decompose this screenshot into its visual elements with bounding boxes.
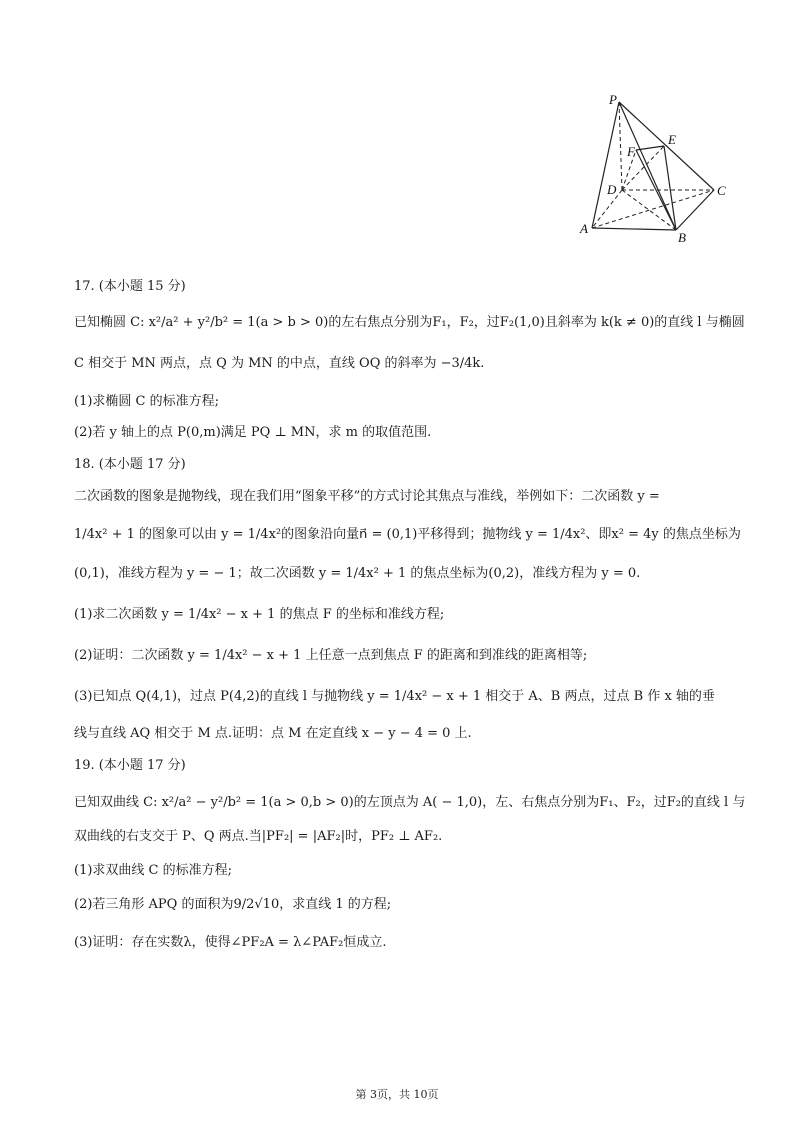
label-B: B <box>678 230 686 242</box>
label-E: E <box>668 132 676 147</box>
q18-part3-line1: (3)已知点 Q(4,1)，过点 P(4,2)的直线 l 与抛物线 y = 1/4x² − x + 1 相交于 A、B 两点，过点 B 作 x 轴的垂 <box>74 689 715 704</box>
q19-line2: 双曲线的右支交于 P、Q 两点.当|PF₂| = |AF₂|时，PF₂ ⊥ AF₂. <box>74 829 443 844</box>
q19-line1: 已知双曲线 C: x²/a² − y²/b² = 1(a > 0,b > 0)的左顶点为 A( − 1,0)，左、右焦点分别为F₁、F₂，过F₂的直线 l 与 <box>74 795 746 810</box>
q17-line1: 已知椭圆 C: x²/a² + y²/b² = 1(a > b > 0)的左右焦点分别为F₁，F₂，过F₂(1,0)且斜率为 k(k ≠ 0)的直线 l 与椭圆 <box>74 315 745 330</box>
q18-part2: (2)证明：二次函数 y = 1/4x² − x + 1 上任意一点到焦点 F 的距离和到准线的距离相等; <box>74 648 588 663</box>
label-C: C <box>717 183 726 198</box>
label-F: F <box>627 144 635 159</box>
q18-heading: 18. (本小题 17 分) <box>74 457 186 472</box>
pyramid-figure <box>572 90 732 242</box>
edge-AB <box>592 228 676 230</box>
q17-line2: C 相交于 MN 两点，点 Q 为 MN 的中点，直线 OQ 的斜率为 −3/4k. <box>74 356 485 371</box>
q17-part1: (1)求椭圆 C 的标准方程; <box>74 394 220 409</box>
edge-FE <box>636 146 664 150</box>
q18-line2: 1/4x² + 1 的图象可以由 y = 1/4x²的图象沿向量n⃗ = (0,1)平移得到；抛物线 y = 1/4x²、即x² = 4y 的焦点坐标为 <box>74 527 741 542</box>
q18-line1: 二次函数的图象是抛物线，现在我们用“图象平移”的方式讨论其焦点与准线，举例如下：二次函数 y = <box>74 489 660 504</box>
edge-PD <box>619 102 622 190</box>
pyramid-diagram <box>572 90 732 242</box>
label-P: P <box>609 92 617 107</box>
page-footer: 第 3页，共 10页 <box>355 1088 439 1101</box>
q19-heading: 19. (本小题 17 分) <box>74 758 186 773</box>
q19-part2: (2)若三角形 APQ 的面积为9/2√10，求直线 1 的方程; <box>74 897 392 912</box>
q18-line3: (0,1)，准线方程为 y = − 1；故二次函数 y = 1/4x² + 1 的焦点坐标为(0,2)，准线方程为 y = 0. <box>74 566 641 581</box>
edge-PA <box>592 102 619 228</box>
q17-part2: (2)若 y 轴上的点 P(0,m)满足 PQ ⊥ MN，求 m 的取值范围. <box>74 425 432 440</box>
q19-part1: (1)求双曲线 C 的标准方程; <box>74 863 233 878</box>
q18-part3-line2: 线与直线 AQ 相交于 M 点.证明：点 M 在定直线 x − y − 4 = 0 上. <box>74 726 472 741</box>
q17-heading: 17. (本小题 15 分) <box>74 279 186 294</box>
label-A: A <box>580 221 588 236</box>
q18-part1: (1)求二次函数 y = 1/4x² − x + 1 的焦点 F 的坐标和准线方程; <box>74 607 445 622</box>
q19-part3: (3)证明：存在实数λ，使得∠PF₂A = λ∠PAF₂恒成立. <box>74 935 387 950</box>
label-D: D <box>607 182 617 197</box>
